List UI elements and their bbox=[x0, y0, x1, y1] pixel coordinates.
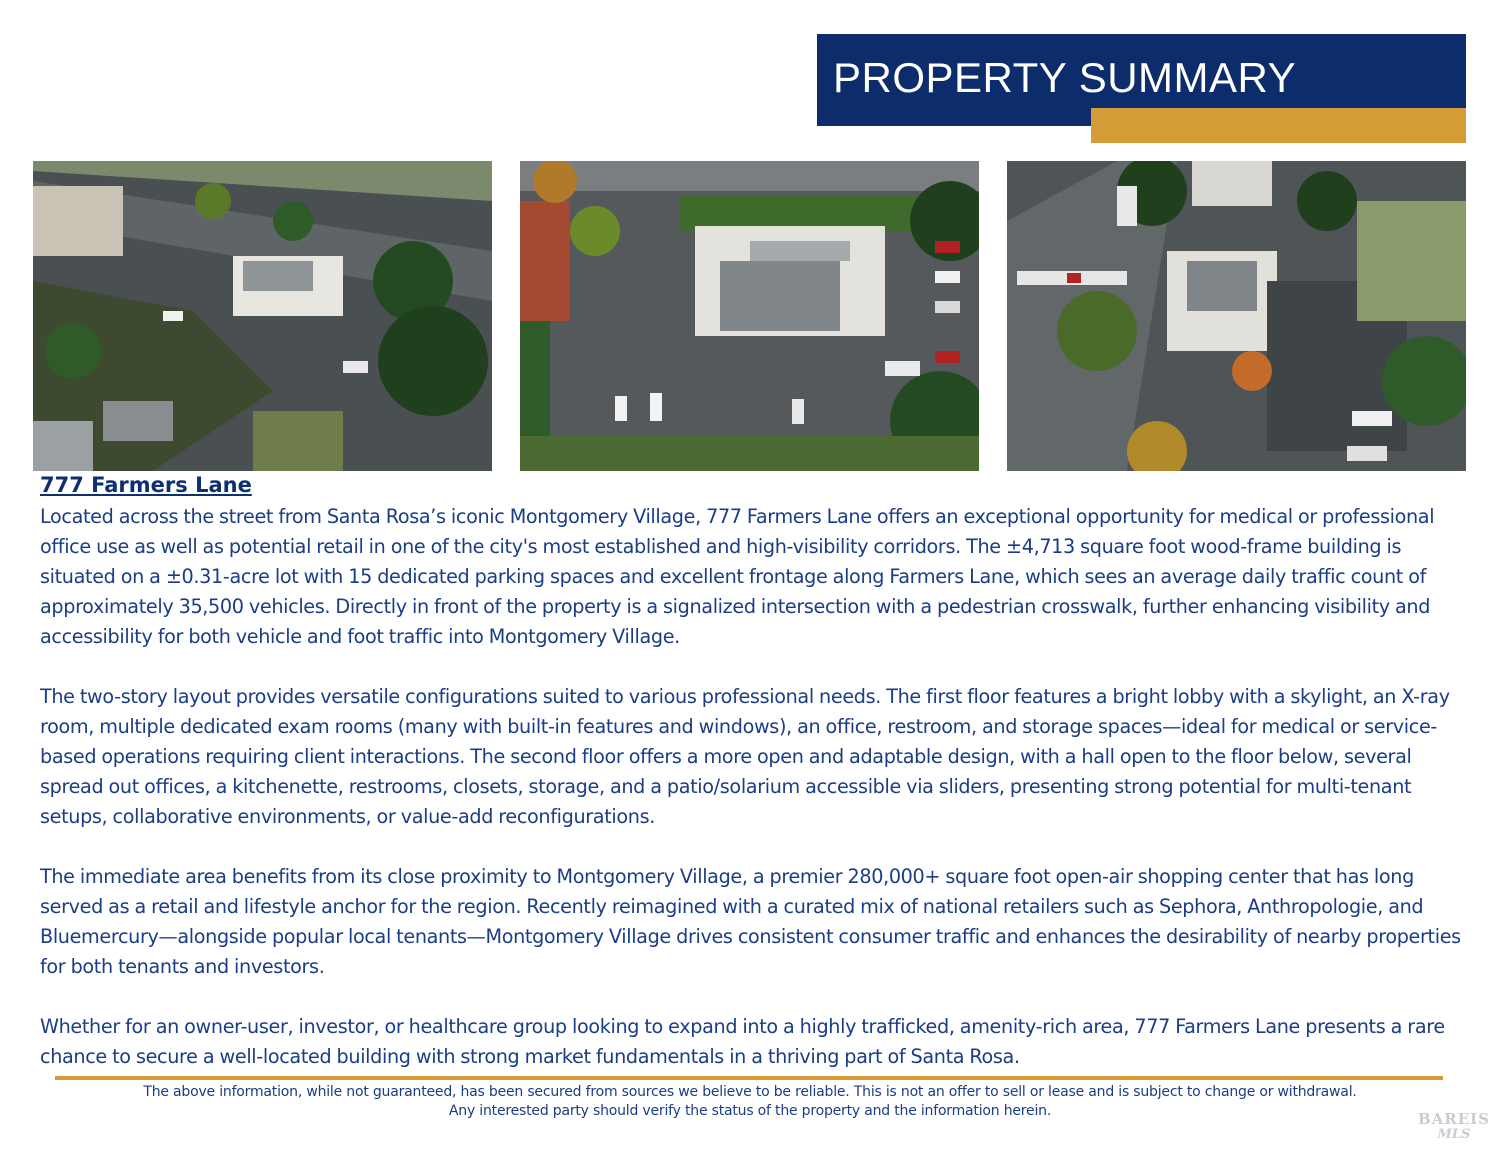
paragraph-conclusion: Whether for an owner-user, investor, or healthcare group looking to expand into a highly trafficked, amenity-rich area, 777 Farmers Lane presents a rare chance to secure a well-located building with strong market fundamentals in a thriving part of Santa Rosa. bbox=[40, 1015, 1445, 1068]
logo-line-2: MLS bbox=[1437, 1127, 1471, 1142]
aerial-photo-angled-street-view bbox=[33, 161, 492, 471]
paragraph-layout: The two-story layout provides versatile configurations suited to various professional needs. The first floor features a bright lobby with a skylight, an X-ray room, multiple dedicated exam rooms (many with built-in features and windows), an office, restroom, and storage spaces—ideal for medical or service-based operations requiring client interactions. The second floor offers a more open and adaptable design, with a hall open to the floor below, several spread out offices, a kitchenette, restrooms, closets, storage, and a patio/solarium accessible via sliders, presenting strong potential for multi-tenant setups, collaborative environments, or value-add reconfigurations. bbox=[40, 685, 1450, 828]
aerial-photo-top-down bbox=[520, 161, 979, 471]
paragraph-location: Located across the street from Santa Rosa’s iconic Montgomery Village, 777 Farmers Lane offers an exceptional opportunity for medical or professional office use as well as potential retail in one of the city's most established and high-visibility corridors. The ±4,713 square foot wood-frame building is situated on a ±0.31-acre lot with 15 dedicated parking spaces and excellent frontage along Farmers Lane, which sees an average daily traffic count of approximately 35,500 vehicles. Directly in front of the property is a signalized intersection with a pedestrian crosswalk, further enhancing visibility and accessibility for both vehicle and foot traffic into Montgomery Village. bbox=[40, 505, 1435, 648]
aerial-photo-street-frontage bbox=[1007, 161, 1466, 471]
page-title: PROPERTY SUMMARY bbox=[833, 54, 1297, 101]
paragraph-area: The immediate area benefits from its close proximity to Montgomery Village, a premier 280,000+ square foot open-air shopping center that has long served as a retail and lifestyle anchor for the region. Recently reimagined with a curated mix of national retailers such as Sephora, Anthropologie, and Bluemercury—alongside popular local tenants—Montgomery Village drives consistent consumer traffic and enhances the desirability of nearby properties for both tenants and investors. bbox=[40, 865, 1461, 978]
property-heading: 777 Farmers Lane bbox=[40, 473, 252, 497]
footer-divider bbox=[55, 1076, 1443, 1080]
disclaimer-line-1: The above information, while not guaranteed, has been secured from sources we believe to be reliable. This is not an offer to sell or lease and is subject to change or withdrawal. bbox=[143, 1084, 1357, 1100]
property-description bbox=[40, 472, 1470, 1072]
gold-accent-bar bbox=[1091, 108, 1466, 143]
disclaimer bbox=[40, 1083, 1460, 1121]
logo-line-1: BAREIS bbox=[1417, 1110, 1491, 1128]
bareis-mls-logo bbox=[1414, 1111, 1494, 1147]
disclaimer-line-2: Any interested party should verify the status of the property and the information herein. bbox=[448, 1103, 1052, 1119]
